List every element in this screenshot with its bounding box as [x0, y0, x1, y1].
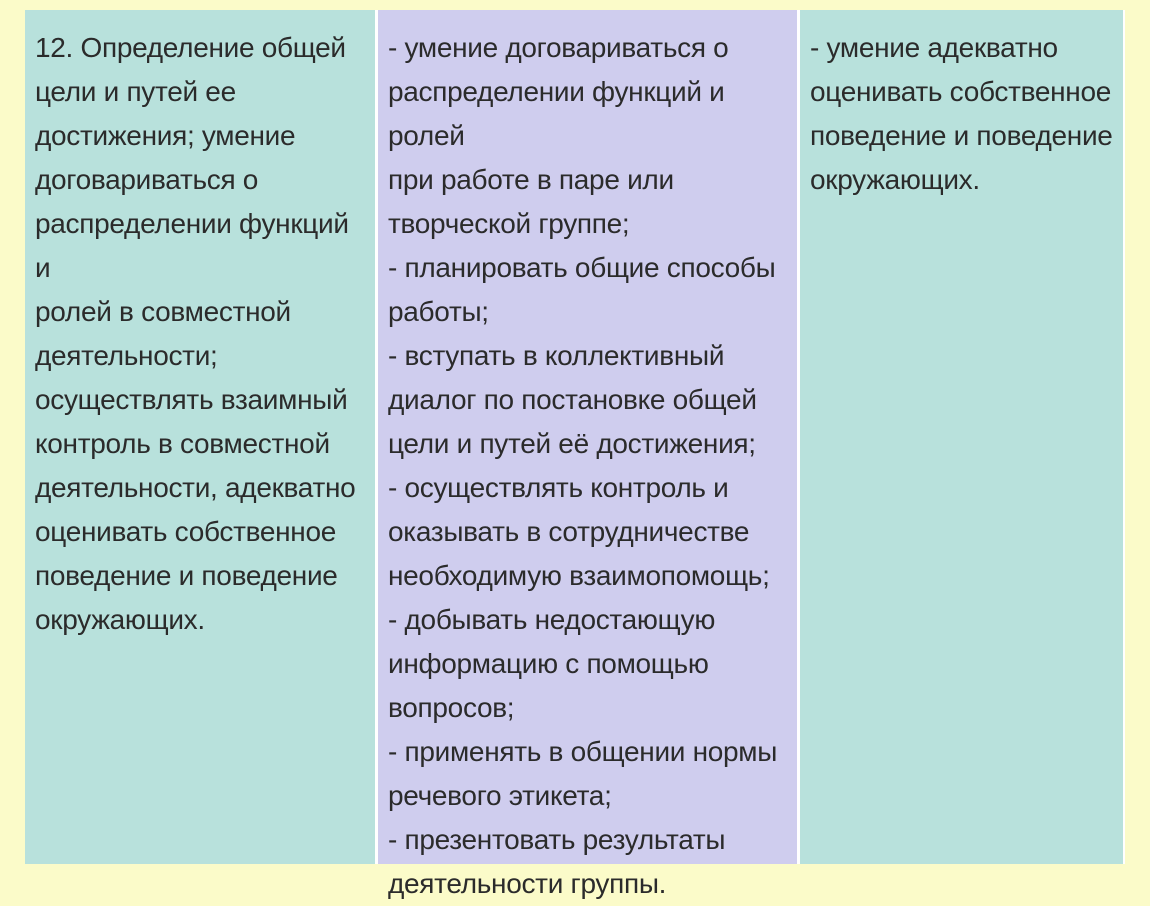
table-cell-self-assessment: - умение адекватно оценивать собственное поведение и поведение окружающих. [799, 10, 1123, 864]
table-cell-goals: 12. Определение общей цели и путей ее достижения; умение договариваться о распределении функций и ролей в совместной деятельности; осуществлять взаимный контроль в совместной деятельности, адекватно оценивать собственное поведение и поведение окружающих. [25, 10, 377, 864]
competency-table [25, 10, 1125, 899]
table-cell-communication-skills: - умение договариваться о распределении функций и ролей при работе в паре или творческой группе; - планировать общие способы работы; - вступать в коллективный диалог по постановке общей цели и путей её достижения; - осуществлять контроль и оказывать в сотрудничестве необходимую взаимопомощь; - добывать недостающую информацию с помощью вопросов; - применять в общении нормы речевого этикета; - презентовать результаты деятельности группы. [377, 10, 799, 864]
